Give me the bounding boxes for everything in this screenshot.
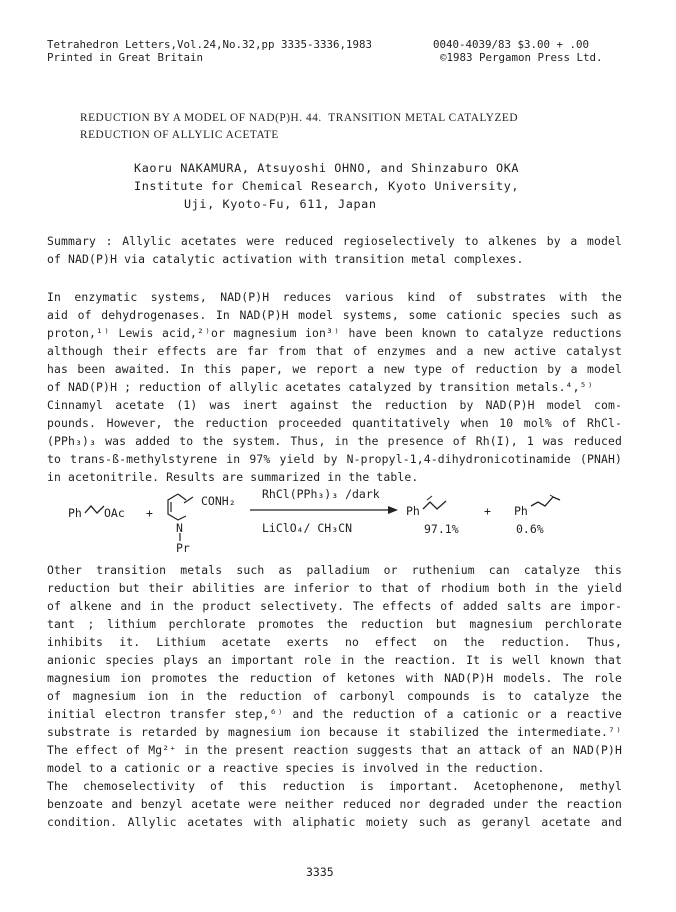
body-line: proton,¹⁾ Lewis acid,²⁾or magnesium ion³⁾ have been known to catalyze reductions [47,326,622,340]
body-line: pounds. However, the reduction proceeded quantitatively when 10 mol% of RhCl- [47,416,622,430]
product1-ph-label: Ph [406,504,420,518]
body-line: The effect of Mg²⁺ in the present reaction suggests that an attack of an NAD(P)H [47,743,622,757]
body-line: aid of dehydrogenases. In NAD(P)H model systems, some cationic species such as [47,308,622,322]
body-line: Other transition metals such as palladium or ruthenium can catalyze this [47,563,622,577]
body-line: although their effects are far from that of enzymes and a new active catalyst [47,344,622,358]
body-line: inhibits it. Lithium acetate exerts no effect on the reduction. Thus, [47,635,622,649]
paper-title-line-2: REDUCTION OF ALLYLIC ACETATE [80,129,279,141]
summary-line: Summary : Allylic acetates were reduced regioselectively to alkenes by a model [47,234,622,248]
body-line: of magnesium ion in the reduction of carbonyl compounds is to catalyze the [47,689,622,703]
body-line: to trans-ß-methylstyrene in 97% yield by N-propyl-1,4-dihydronicotinamide (PNAH) [47,452,622,466]
product1-yield: 97.1% [424,522,459,536]
copyright: ©1983 Pergamon Press Ltd. [440,51,603,64]
carboxamide-label: CONH₂ [201,494,236,508]
propyl-label: Pr [176,541,190,555]
acetate-group-label: OAc [104,506,125,520]
body-line: initial electron transfer step,⁶⁾ and the reduction of a cationic or a reactive [47,707,622,721]
product2-yield: 0.6% [516,522,544,536]
body-line: benzoate and benzyl acetate were neither reduced nor degraded under the reaction [47,797,622,811]
journal-citation: Tetrahedron Letters,Vol.24,No.32,pp 3335-3336,1983 [47,38,373,51]
author-names: Kaoru NAKAMURA, Atsuyoshi OHNO, and Shinzaburo OKA [134,161,520,175]
body-line: reduction but their abilities are inferior to that of rhodium both in the yield [47,581,622,595]
body-line: condition. Allylic acetates with aliphatic moiety such as geranyl acetate and [47,815,622,829]
methylstyrene-chain-icon [422,493,462,515]
page-number: 3335 [306,865,334,879]
paper-title-line-1: REDUCTION BY A MODEL OF NAD(P)H. 44. TRANSITION METAL CATALYZED [80,112,519,124]
body-line: of NAD(P)H ; reduction of allylic acetates catalyzed by transition metals.⁴,⁵⁾ [47,380,594,394]
reagent-conditions-label: LiClO₄/ CH₃CN [262,521,353,535]
body-line: of alkene and in the product selectivety. The effects of added salts are impor- [47,599,622,613]
body-line: magnesium ion promotes the reduction of ketones with NAD(P)H models. The role [47,671,622,685]
product2-ph-label: Ph [514,504,528,518]
body-line: The chemoselectivity of this reduction is important. Acetophenone, methyl [47,779,622,793]
body-line: tant ; lithium perchlorate promotes the reduction but magnesium perchlorate [47,617,622,631]
body-line: In enzymatic systems, NAD(P)H reduces various kind of substrates with the [47,290,622,304]
plus-sign: + [484,504,491,518]
substrate-ph-label: Ph [68,506,82,520]
price-code: 0040-4039/83 $3.00 + .00 [433,38,590,51]
body-line: anionic species plays an important role in the reaction. It is well known that [47,653,622,667]
body-line: Cinnamyl acetate (1) was inert against the reduction by NAD(P)H model com- [47,398,622,412]
body-line: in acetonitrile. Results are summarized in the table. [47,470,419,484]
reaction-arrow-icon [250,503,400,517]
reagent-catalyst-label: RhCl(PPh₃)₃ /dark [262,487,380,501]
author-institute: Institute for Chemical Research, Kyoto University, [134,179,520,193]
printed-location: Printed in Great Britain [47,51,204,64]
body-line: substrate is retarded by magnesium ion because it stabilized the intermediate.⁷⁾ [47,725,622,739]
body-line: model to a cationic or a reactive species is involved in the reduction. [47,761,545,775]
author-address: Uji, Kyoto-Fu, 611, Japan [184,197,377,211]
body-line: has been awaited. In this paper, we report a new type of reduction by a model [47,362,622,376]
body-line: (PPh₃)₃ was added to the system. Thus, in the presence of Rh(I), 1 was reduced [47,434,622,448]
summary-line: of NAD(P)H via catalytic activation with transition metal complexes. [47,252,524,266]
ring-nitrogen-label: N [176,521,183,535]
plus-sign: + [146,506,153,520]
allylbenzene-chain-icon [530,490,566,512]
allyl-chain-icon [84,497,106,519]
